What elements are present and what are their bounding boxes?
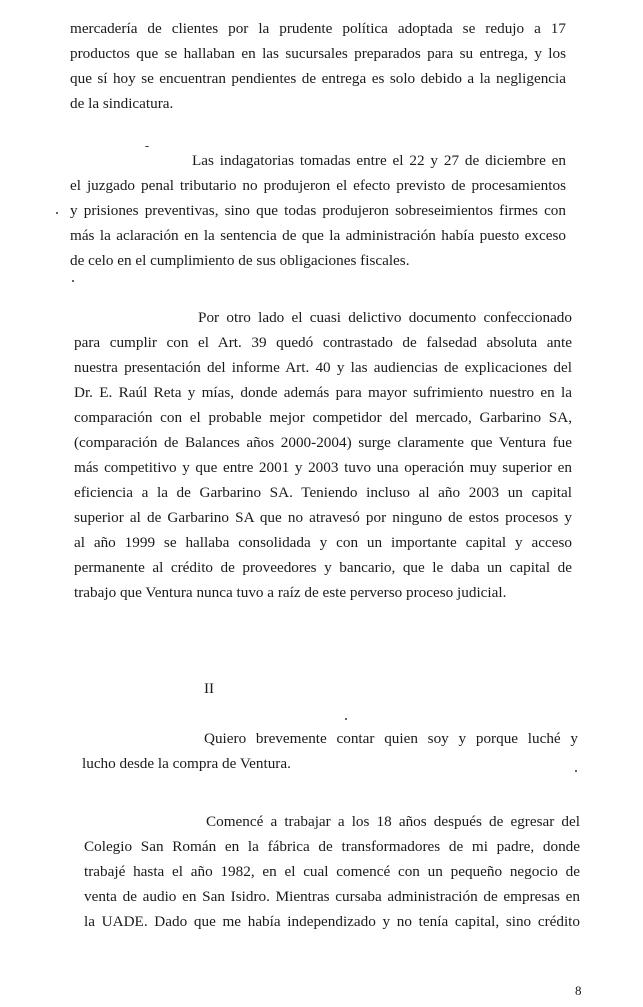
- text-line: más la aclaración en la sentencia de que la administración había puesto exceso: [70, 227, 566, 244]
- paragraph-5: [84, 809, 580, 934]
- text-line: Colegio San Román en la fábrica de transformadores de mi padre, donde: [84, 838, 580, 855]
- text-line: y prisiones preventivas, sino que todas produjeron sobreseimientos firmes con: [70, 202, 566, 219]
- scan-speck: [345, 718, 347, 720]
- paragraph-2: [70, 148, 566, 273]
- text-line: lucho desde la compra de Ventura.: [82, 755, 291, 772]
- text-line: Dr. E. Raúl Reta y mías, donde además para mayor sufrimiento nuestro en la: [74, 384, 572, 401]
- paragraph-3: [74, 305, 572, 605]
- text-line: mercadería de clientes por la prudente política adoptada se redujo a 17: [70, 20, 566, 37]
- text-line: Las indagatorias tomadas entre el 22 y 27 de diciembre en: [192, 152, 566, 169]
- text-line: comparación con el probable mejor competidor del mercado, Garbarino SA,: [74, 409, 572, 426]
- text-line: para cumplir con el Art. 39 quedó contrastado de falsedad absoluta ante: [74, 334, 572, 351]
- scan-speck: [72, 280, 74, 282]
- text-line: de celo en el cumplimiento de sus obligaciones fiscales.: [70, 252, 410, 269]
- text-line: trabajo que Ventura nunca tuvo a raíz de este perverso proceso judicial.: [74, 584, 507, 601]
- scan-speck: [145, 146, 149, 147]
- paragraph-4: [82, 726, 578, 776]
- text-line: Comencé a trabajar a los 18 años después de egresar del: [206, 813, 580, 830]
- text-line: nuestra presentación del informe Art. 40 y las audiencias de explicaciones del: [74, 359, 572, 376]
- text-line: superior al de Garbarino SA que no atravesó por ninguno de estos procesos y: [74, 509, 572, 526]
- scan-speck: [56, 212, 58, 214]
- section-heading: II: [204, 680, 215, 697]
- text-line: venta de audio en San Isidro. Mientras cursaba administración de empresas en: [84, 888, 580, 905]
- text-line: de la sindicatura.: [70, 95, 174, 112]
- scan-speck: [575, 770, 577, 772]
- text-line: trabajé hasta el año 1982, en el cual comencé con un pequeño negocio de: [84, 863, 580, 880]
- text-line: Quiero brevemente contar quien soy y porque luché y: [204, 730, 578, 747]
- text-line: la UADE. Dado que me había independizado y no tenía capital, sino crédito: [84, 913, 580, 930]
- paragraph-1: [70, 16, 566, 116]
- text-line: (comparación de Balances años 2000-2004) surge claramente que Ventura fue: [74, 434, 572, 451]
- text-line: eficiencia a la de Garbarino SA. Teniendo incluso al año 2003 un capital: [74, 484, 572, 501]
- text-line: más competitivo y que entre 2001 y 2003 tuvo una operación muy superior en: [74, 459, 572, 476]
- text-line: al año 1999 se hallaba consolidada y con un importante capital y acceso: [74, 534, 572, 551]
- text-line: el juzgado penal tributario no produjeron el efecto previsto de procesamientos: [70, 177, 566, 194]
- text-line: Por otro lado el cuasi delictivo documento confeccionado: [198, 309, 572, 326]
- text-line: permanente al crédito de proveedores y bancario, que le daba un capital de: [74, 559, 572, 576]
- text-line: productos que se hallaban en las sucursales preparados para su entrega, y los: [70, 45, 566, 62]
- page-number: 8: [575, 983, 582, 998]
- text-line: que sí hoy se encuentran pendientes de entrega es solo debido a la negligencia: [70, 70, 566, 87]
